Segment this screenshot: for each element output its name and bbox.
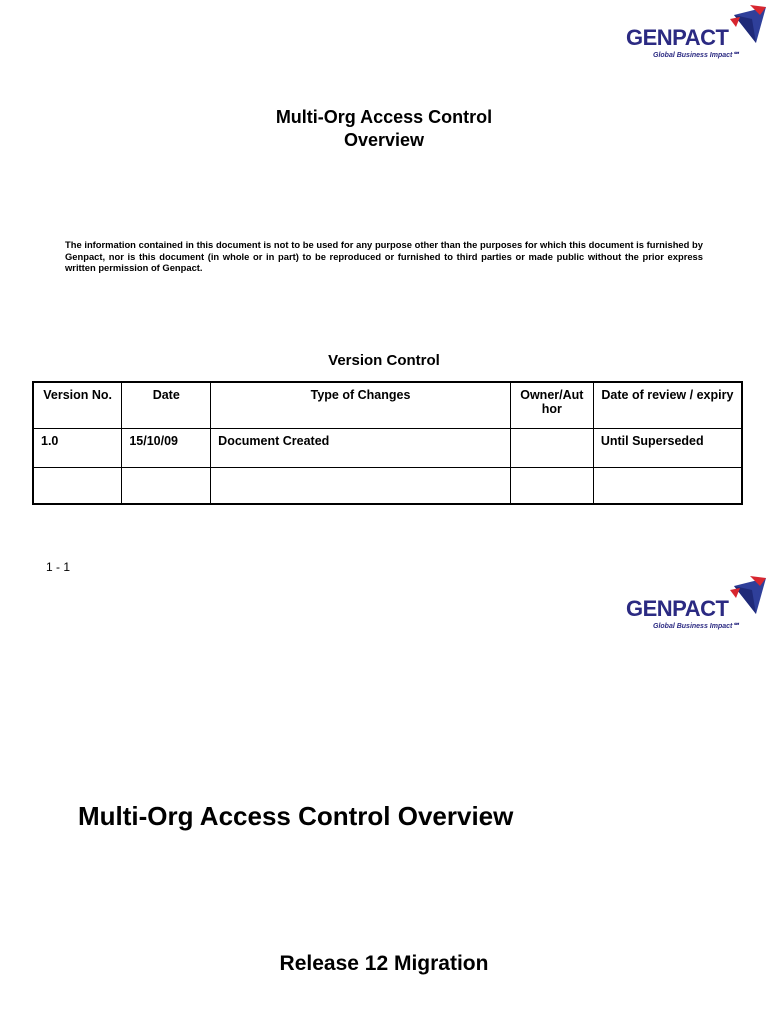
genpact-logo [626, 576, 766, 634]
cell-type-of-changes [211, 468, 511, 505]
column-header-date-of-review: Date of review / expiry [593, 382, 742, 429]
document-title [0, 106, 768, 152]
column-header-type-of-changes: Type of Changes [211, 382, 511, 429]
cell-version-no: 1.0 [33, 429, 122, 468]
logo-tagline: Global Business Impact℠ [653, 623, 740, 630]
logo-flag-icon [730, 5, 766, 45]
cell-owner-author [510, 429, 593, 468]
cell-date-of-review [593, 468, 742, 505]
page2-subtitle: Release 12 Migration [279, 952, 489, 975]
version-control-table [32, 381, 743, 505]
logo-flag-icon [730, 576, 766, 616]
table-row [33, 429, 742, 468]
confidentiality-disclaimer: The information contained in this document is not to be used for any purpose other than the purposes for which this document is furnished by Genpact, nor is this document (in whole or in part) to be reproduced or furnished to third parties or made public without the prior express written permission of Genpact. [65, 239, 703, 273]
column-header-date: Date [122, 382, 211, 429]
cell-version-no [33, 468, 122, 505]
table-row [33, 468, 742, 505]
logo-wordmark: GENPACT [626, 596, 729, 621]
page-number: 1 - 1 [46, 560, 71, 574]
cell-type-of-changes: Document Created [211, 429, 511, 468]
document-title-line2: Overview [343, 130, 425, 150]
page2-title: Multi-Org Access Control Overview [78, 801, 514, 831]
cell-owner-author [510, 468, 593, 505]
logo-wordmark: GENPACT [626, 25, 729, 50]
genpact-logo [626, 5, 766, 63]
cell-date: 15/10/09 [122, 429, 211, 468]
column-header-version-no: Version No. [33, 382, 122, 429]
column-header-owner-author: Owner/Aut hor [510, 382, 593, 429]
document-title-line1: Multi-Org Access Control [275, 107, 493, 127]
version-control-heading: Version Control [328, 352, 440, 369]
table-header-row [33, 382, 742, 429]
cell-date-of-review: Until Superseded [593, 429, 742, 468]
cell-date [122, 468, 211, 505]
logo-tagline: Global Business Impact℠ [653, 52, 740, 59]
